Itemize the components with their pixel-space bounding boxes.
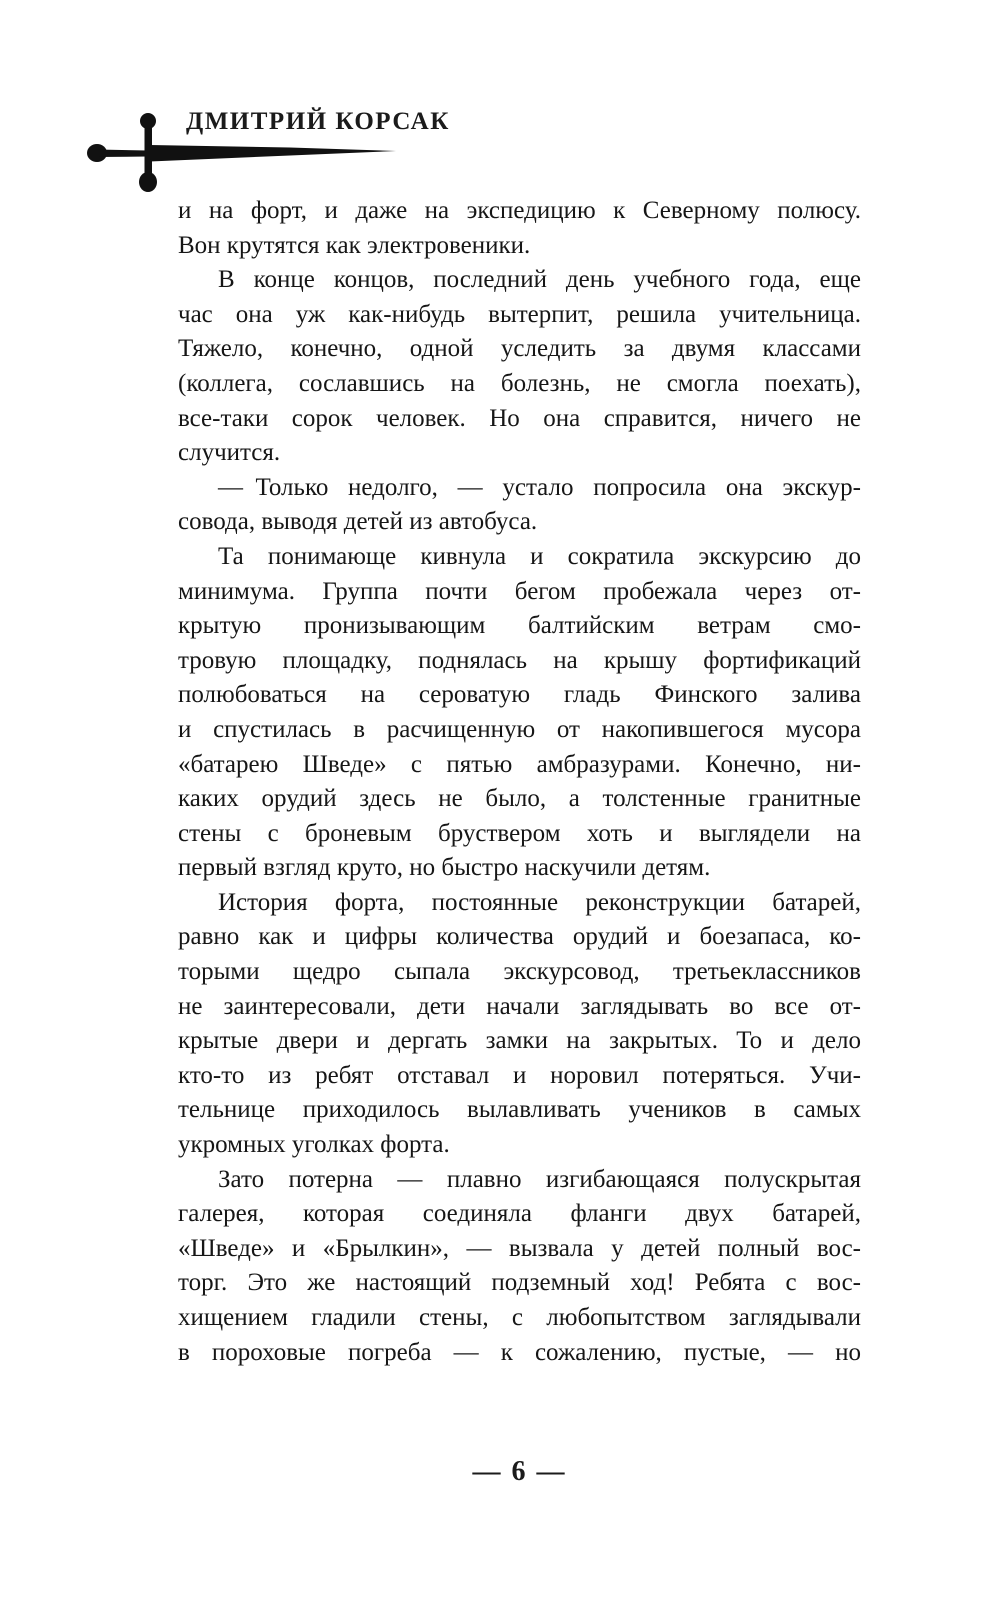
text-line: В конце концов, последний день учебного года, еще [218,266,861,294]
text-line: первый взгляд круто, но быстро наскучили детям. [178,854,711,882]
text-line: и спустилась в расчищенную от накопившегося мусора [178,715,861,743]
text-line: стены с броневым бруствером хоть и выглядели на [178,819,861,847]
text-line: (коллега, сославшись на болезнь, не смогла поехать), [178,369,861,397]
text-line: — Только недолго, — устало попросила она экскур- [218,473,861,501]
page-number: — 6 — [472,1456,567,1487]
text-line: хищением гладили стены, с любопытством заглядывали [178,1304,861,1331]
text-line: минимума. Группа почти бегом пробежала через от- [178,577,861,605]
text-line: торг. Это же настоящий подземный ход! Ребята с вос- [178,1269,861,1297]
text-line: не заинтересовали, дети начали заглядывать во все от- [178,992,861,1020]
text-line: укромных уголках форта. [178,1131,450,1159]
text-line: тровую площадку, поднялась на крышу фортификаций [178,646,861,674]
text-line: равно как и цифры количества орудий и боезапаса, ко- [178,923,861,951]
text-block [178,194,861,1370]
text-line: и на форт, и даже на экспедицию к Северному полюсу. [178,197,861,224]
text-line: в пороховые погреба — к сожалению, пустые, — но [178,1338,861,1366]
text-line: Вон крутятся как электровеники. [178,231,531,259]
text-line: тельнице приходилось вылавливать учеников в самых [178,1096,861,1124]
text-line: Зато потерна — плавно изгибающаяся полускрытая [218,1165,861,1193]
text-line: крытые двери и дергать замки на закрытых. То и дело [178,1027,861,1055]
text-line: час она уж как-нибудь вытерпит, решила учительница. [178,300,861,328]
text-line: совода, выводя детей из автобуса. [178,508,538,536]
text-line: «Шведе» и «Брылкин», — вызвала у детей полный вос- [178,1234,861,1262]
text-line: случится. [178,439,281,467]
text-line: каких орудий здесь не было, а толстенные гранитные [178,785,861,813]
text-line: полюбоваться на сероватую гладь Финского залива [178,681,861,709]
text-line: Та понимающе кивнула и сократила экскурсию до [218,542,861,570]
text-line: галерея, которая соединяла фланги двух батарей, [178,1200,861,1228]
text-line: кто-то из ребят отставал и норовил потеряться. Учи- [178,1061,861,1089]
text-line: торыми щедро сыпала экскурсовод, третьеклассников [178,958,861,986]
text-line: крытую пронизывающим балтийским ветрам смо- [178,612,861,640]
text-line: «батарею Шведе» с пятью амбразурами. Конечно, ни- [178,750,861,778]
text-line: все-таки сорок человек. Но она справится, ничего не [178,404,861,432]
text-line: История форта, постоянные реконструкции батарей, [218,888,861,916]
text-line: Тяжело, конечно, одной уследить за двумя классами [178,335,861,363]
author-name: ДМИТРИЙ КОРСАК [186,108,450,135]
